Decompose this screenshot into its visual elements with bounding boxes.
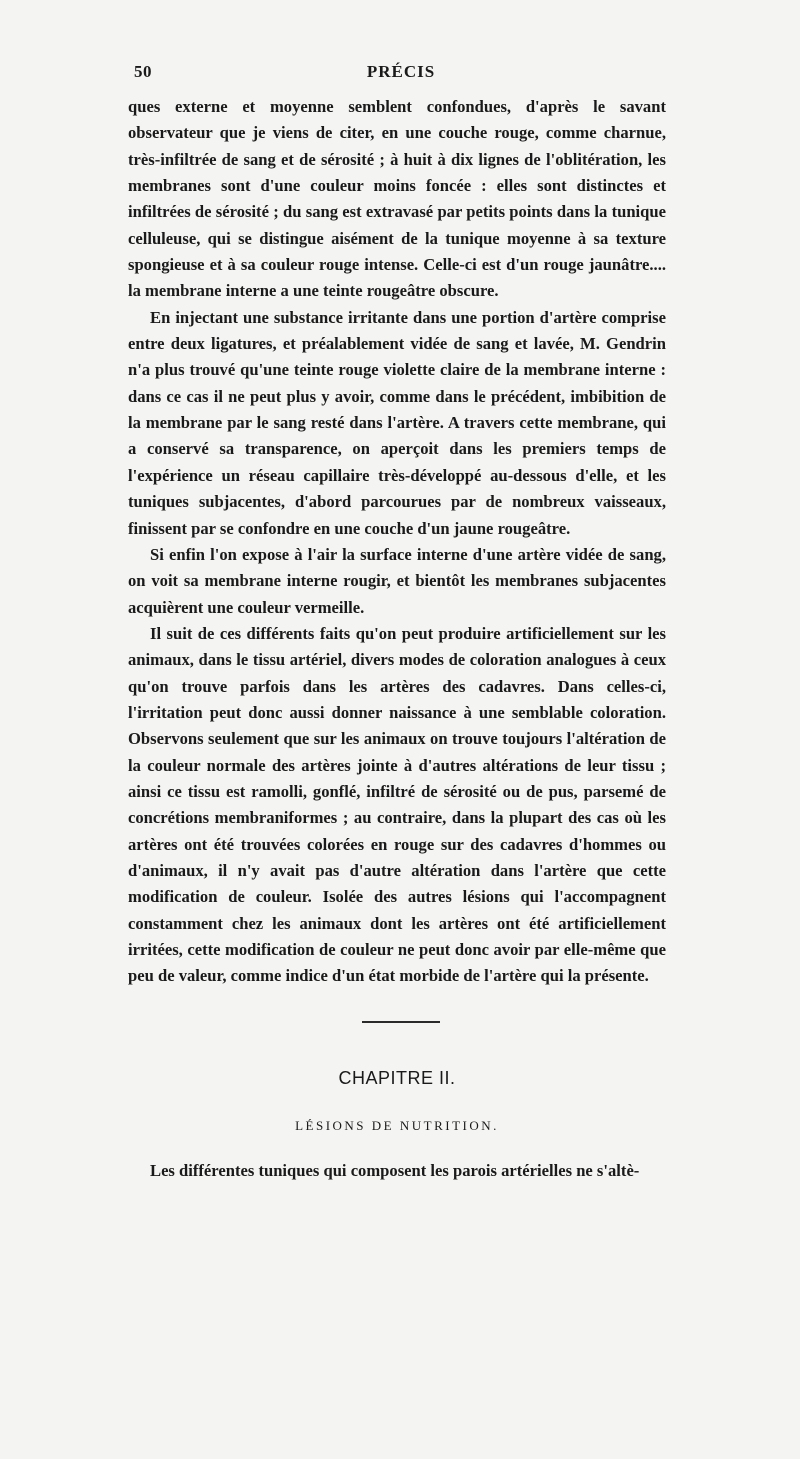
- body-text: [128, 94, 666, 990]
- chapter-first-line: Les différentes tuniques qui composent les parois artérielles ne s'altè-: [150, 1161, 640, 1180]
- paragraph: Il suit de ces différents faits qu'on peut produire artificiellement sur les animaux, dans le tissu artériel, divers modes de coloration analogues à ceux qu'on trouve parfois dans les artères des cadavres. Dans celles-ci, l'irritation peut donc aussi donner naissance à une semblable coloration. Observons seulement que sur les animaux on trouve toujours l'altération de la couleur normale des artères jointe à d'autres altérations de leur tissu ; ainsi ce tissu est ramolli, gonflé, infiltré de sérosité ou de pus, parsemé de concrétions membraniformes ; au contraire, dans la plupart des cas où les artères ont été trouvées colorées en rouge sur des cadavres d'hommes ou d'animaux, il n'y avait pas d'autre altération dans l'artère que cette modification de couleur. Isolée des autres lésions qui l'accompagnent constamment chez les animaux dont les artères ont été artificiellement irritées, cette modification de couleur ne peut donc avoir par elle-même que peu de valeur, comme indice d'un état morbide de l'artère qui la présente.: [128, 623, 666, 986]
- paragraph: Si enfin l'on expose à l'air la surface interne d'une artère vidée de sang, on voit sa membrane interne rougir, et bientôt les membranes subjacentes acquièrent une couleur vermeille.: [128, 544, 666, 617]
- running-head: [134, 62, 668, 86]
- section-divider: [362, 1021, 440, 1023]
- page-number: 50: [134, 62, 152, 81]
- paragraph: En injectant une substance irritante dans une portion d'artère comprise entre deux ligatures, et préalablement vidée de sang et lavée, M. Gendrin n'a plus trouvé qu'une teinte rouge violette claire de la membrane interne : dans ce cas il ne peut plus y avoir, comme dans le précédent, imbibition de la membrane par le sang resté dans l'artère. A travers cette membrane, qui a conservé sa transparence, on aperçoit dans les premiers temps de l'expérience un réseau capillaire très-développé au-dessous d'elle, et les tuniques subjacentes, d'abord parcourues par de nombreux vaisseaux, finissent par se confondre en une couche d'un jaune rougeâtre.: [128, 307, 666, 538]
- running-title: PRÉCIS: [366, 62, 436, 81]
- section-title: LÉSIONS DE NUTRITION.: [295, 1118, 499, 1133]
- paragraph-continued: ques externe et moyenne semblent confondues, d'après le savant observateur que je viens de citer, en une couche rouge, comme charnue, très-infiltrée de sang et de sérosité ; à huit à dix lignes de l'oblitération, les membranes sont d'une couleur moins foncée : elles sont distinctes et infiltrées de sérosité ; du sang est extravasé par petits points dans la tunique celluleuse, qui se distingue aisément de la tunique moyenne à sa texture spongieuse et à sa couleur rouge intense. Celle-ci est d'un rouge jaunâtre.... la membrane interne a une teinte rougeâtre obscure.: [128, 97, 666, 301]
- chapter-title: CHAPITRE II.: [338, 1068, 456, 1088]
